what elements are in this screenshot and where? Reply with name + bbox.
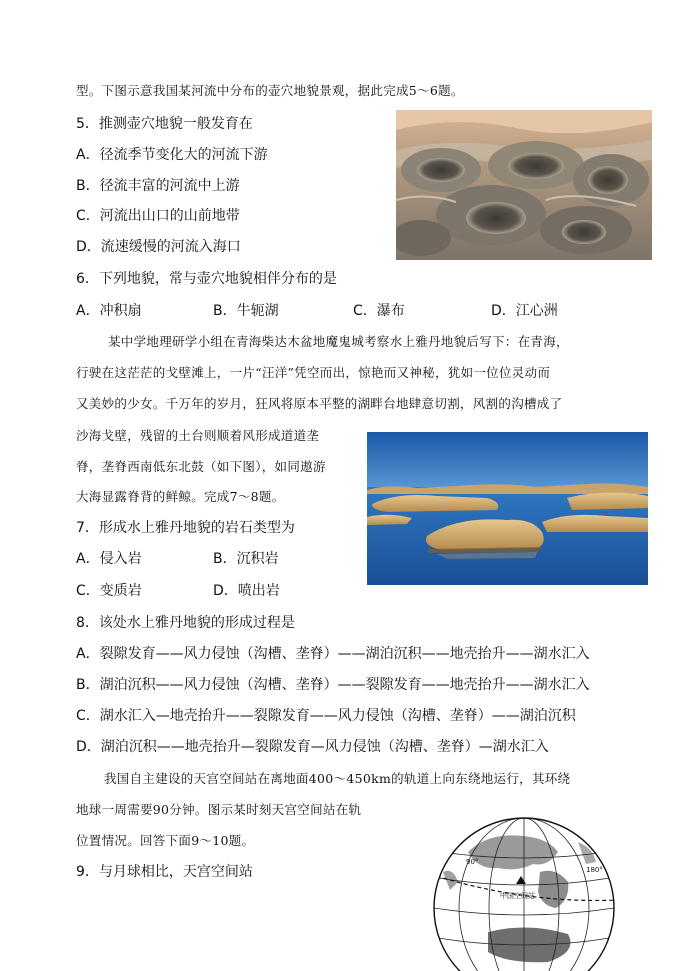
question-5-option-a: A．径流季节变化大的河流下游 [76, 147, 268, 163]
passage-2-line-6: 大海显露脊背的鲜鲸。完成7～8题。 [76, 489, 285, 504]
question-7-stem: 7．形成水上雅丹地貌的岩石类型为 [76, 520, 295, 536]
passage-2-line-3: 又美妙的少女。千万年的岁月，狂风将原本平整的湖畔台地肆意切割，风割的沟槽成了 [76, 396, 563, 411]
question-5-option-d: D．流速缓慢的河流入海口 [76, 239, 241, 255]
pothole-landform-photo [396, 110, 652, 260]
question-6-option-d: D．江心洲 [491, 303, 558, 319]
passage-2-line-2: 行驶在这茫茫的戈壁滩上，一片“汪洋”凭空而出，惊艳而又神秘，犹如一位位灵动而 [76, 365, 551, 380]
passage-2-line-5: 脊，垄脊西南低东北鼓（如下图），如同遨游 [76, 459, 326, 474]
question-7-option-d: D．喷出岩 [213, 583, 280, 599]
question-5-option-c: C．河流出山口的山前地带 [76, 208, 240, 224]
question-6-option-c: C．瀑布 [353, 303, 405, 319]
question-7-option-b: B．沉积岩 [213, 551, 279, 567]
passage-3-line-1: 我国自主建设的天宫空间站在离地面400～450km的轨道上向东绕地运行，其环绕 [104, 771, 571, 786]
question-7-option-a: A．侵入岩 [76, 551, 142, 567]
question-6-stem: 6．下列地貌，常与壶穴地貌相伴分布的是 [76, 271, 337, 287]
question-8-stem: 8．该处水上雅丹地貌的形成过程是 [76, 615, 295, 631]
question-6-option-a: A．冲积扇 [76, 303, 142, 319]
globe-figure [428, 812, 620, 971]
water-yardang-photo [367, 432, 648, 585]
passage-3-line-2: 地球一周需要90分钟。图示某时刻天宫空间站在轨 [76, 802, 362, 817]
globe-label-90: 90° [466, 858, 479, 866]
question-5-option-b: B．径流丰富的河流中上游 [76, 178, 240, 194]
globe-label-180: 180° [586, 866, 603, 874]
question-5-stem: 5．推测壶穴地貌一般发育在 [76, 116, 253, 132]
question-8-option-a: A．裂隙发育——风力侵蚀（沟槽、垄脊）——湖泊沉积——地壳抬升——湖水汇入 [76, 646, 590, 662]
passage-2-line-4: 沙海戈壁，残留的土台则顺着风形成道道垄 [76, 428, 320, 443]
question-6-option-b: B．牛轭湖 [213, 303, 279, 319]
question-9-stem: 9．与月球相比，天宫空间站 [76, 864, 253, 880]
question-8-option-c: C．湖水汇入—地壳抬升——裂隙发育——风力侵蚀（沟槽、垄脊）——湖泊沉积 [76, 708, 576, 724]
question-7-option-c: C．变质岩 [76, 583, 142, 599]
passage-2-line-1: 某中学地理研学小组在青海柴达木盆地魔鬼城考察水上雅丹地貌后写下：在青海， [108, 334, 569, 349]
intro-text: 型。下图示意我国某河流中分布的壶穴地貌景观，据此完成5～6题。 [76, 83, 464, 98]
question-8-option-b: B．湖泊沉积——风力侵蚀（沟槽、垄脊）——裂隙发育——地壳抬升——湖水汇入 [76, 677, 590, 693]
passage-3-line-3: 位置情况。回答下面9～10题。 [76, 833, 255, 848]
question-8-option-d: D．湖泊沉积——地壳抬升—裂隙发育—风力侵蚀（沟槽、垄脊）—湖水汇入 [76, 739, 549, 755]
space-station-label: 中国空间站 [500, 892, 535, 900]
